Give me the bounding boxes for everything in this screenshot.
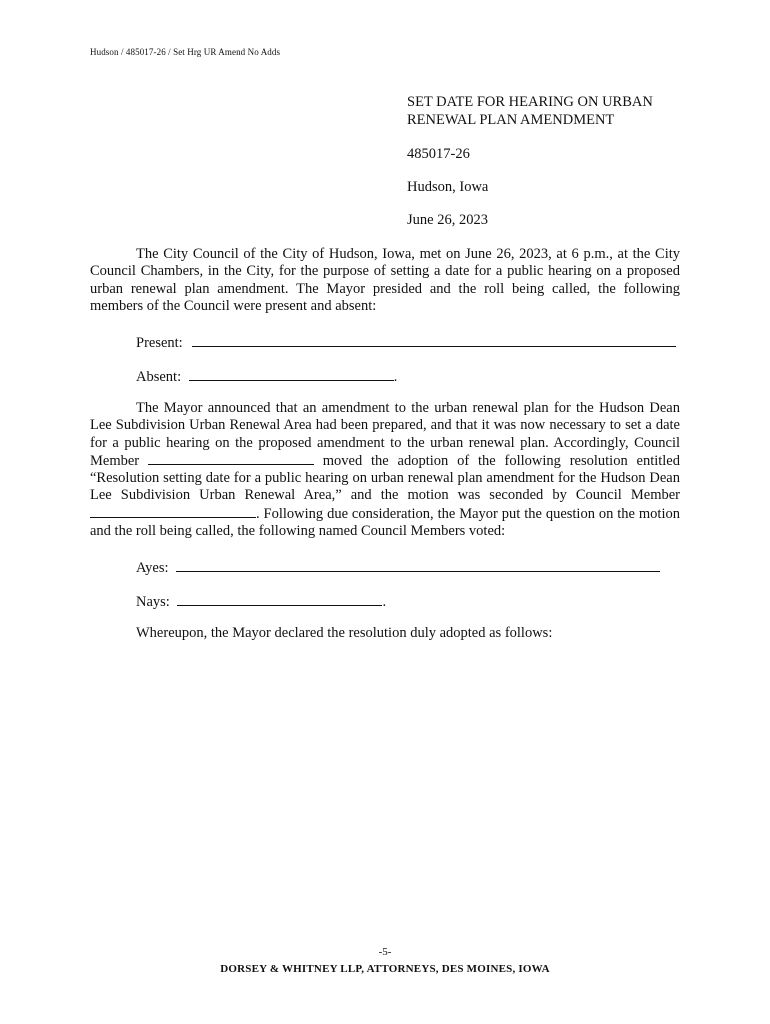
motion-paragraph bbox=[90, 400, 680, 540]
motion-paragraph-text-a: The Mayor announced that an amendment to the urban renewal plan for the Hudson Dean Lee Subdivision Urban Renewal Area had been prepared, and that it was now necessary to set a date for a public hearing on the proposed amendment to the urban renewal plan. Accordingly, Council Member bbox=[90, 400, 680, 469]
title-line-2: RENEWAL PLAN AMENDMENT bbox=[407, 111, 615, 128]
motion-paragraph-text-b: moved the adoption of the following resolution entitled “Resolution setting date for a public hearing on urban renewal plan amendment for the Hudson Dean Lee Subdivision Urban Renewal Area,” and the motion was seconded by Council Member bbox=[90, 452, 680, 504]
page-number: -5- bbox=[378, 946, 392, 958]
intro-paragraph-text: The City Council of the City of Hudson, Iowa, met on June 26, 2023, at 6 p.m., at the City Council Chambers, in the City, for the purpose of setting a date for a public hearing on a proposed urban renewal plan amendment. The Mayor presided and the roll being called, the following members of the Council were present and absent: bbox=[90, 246, 680, 314]
nays-blank bbox=[177, 592, 382, 606]
meeting-date: June 26, 2023 bbox=[407, 212, 488, 228]
nays-label: Nays: bbox=[136, 594, 170, 610]
document-reference-header: Hudson / 485017-26 / Set Hrg UR Amend No Adds bbox=[90, 47, 281, 57]
present-line bbox=[136, 333, 676, 353]
motion-paragraph-text-c: . Following due consideration, the Mayor put the question on the motion and the roll being called, the following named Council Members voted: bbox=[90, 505, 680, 540]
absent-period: . bbox=[393, 369, 398, 385]
absent-label: Absent: bbox=[136, 369, 182, 385]
nays-line bbox=[136, 592, 386, 612]
present-blank bbox=[192, 333, 676, 347]
ayes-blank bbox=[176, 558, 660, 572]
adoption-statement: Whereupon, the Mayor declared the resolution duly adopted as follows: bbox=[136, 625, 553, 641]
title-line-1: SET DATE FOR HEARING ON URBAN bbox=[407, 94, 653, 110]
ayes-line bbox=[136, 558, 660, 578]
intro-paragraph bbox=[90, 246, 680, 315]
ayes-label: Ayes: bbox=[136, 560, 169, 576]
present-label: Present: bbox=[136, 335, 183, 351]
seconder-blank bbox=[90, 505, 256, 518]
absent-line bbox=[136, 367, 397, 387]
absent-blank bbox=[189, 367, 394, 381]
mover-blank bbox=[148, 452, 314, 465]
file-number: 485017-26 bbox=[407, 146, 470, 162]
nays-period: . bbox=[382, 594, 387, 610]
law-firm-footer: DORSEY & WHITNEY LLP, ATTORNEYS, DES MOINES, IOWA bbox=[220, 963, 550, 975]
document-title bbox=[407, 94, 687, 129]
location: Hudson, Iowa bbox=[407, 179, 489, 195]
